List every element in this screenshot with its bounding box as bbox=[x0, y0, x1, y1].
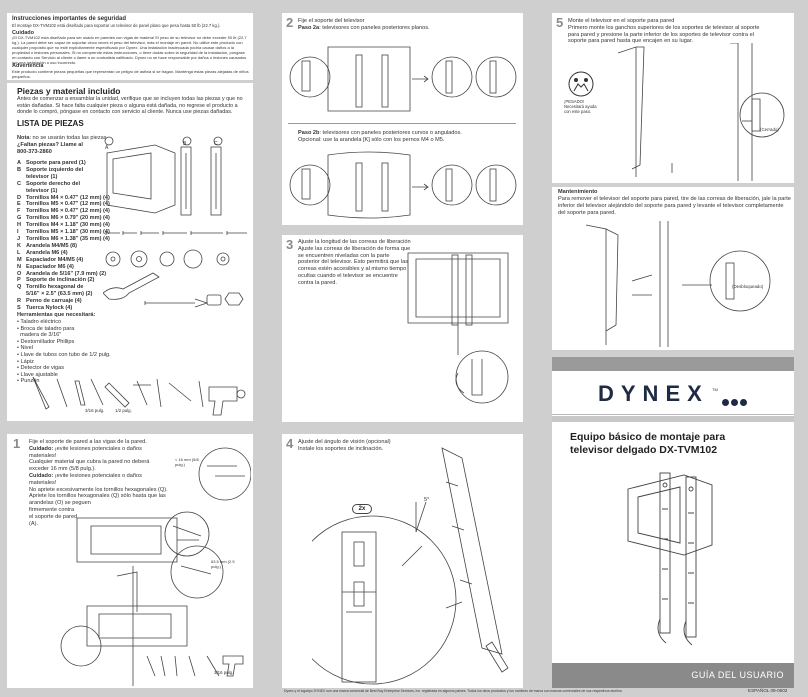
list-item: • Broca de taladro para bbox=[17, 325, 75, 332]
step2-number: 2 bbox=[286, 15, 294, 30]
svg-text:B: B bbox=[183, 141, 187, 147]
parts-list-title: LISTA DE PIEZAS bbox=[17, 119, 84, 128]
maintenance-panel bbox=[552, 187, 794, 350]
step3-line: Ajuste la longitud de las correas de liberación bbox=[298, 239, 411, 245]
step2-divider bbox=[288, 123, 516, 124]
safety-line: El montaje DX-TVM102 está diseñado para soportar un televisor de panel plano que pesa hasta 50 lb (22.7 kg.). bbox=[12, 23, 221, 28]
maintenance-line: del soporte para pared. bbox=[558, 209, 616, 216]
step1-line: (A). bbox=[29, 520, 39, 527]
step5-illustration bbox=[612, 43, 792, 181]
brand-dots bbox=[722, 393, 747, 411]
safety-panel bbox=[7, 13, 253, 80]
list-item: C Soporte derecho del bbox=[17, 180, 81, 187]
step4-panel bbox=[282, 434, 523, 688]
step1-label-drill: 3/16 pulg. bbox=[214, 670, 234, 675]
list-item: • Llave de tubos con tubo de 1/2 pulg. bbox=[17, 351, 111, 358]
step3-panel bbox=[282, 235, 523, 422]
parts-illustration bbox=[103, 135, 251, 313]
step1-line: Cuidado: ¡evite lesiones potenciales o daños materiales! bbox=[29, 472, 142, 486]
svg-text:C: C bbox=[214, 141, 218, 147]
step2-panel bbox=[282, 13, 523, 225]
cover-brand-band bbox=[552, 371, 794, 415]
cover-title: Equipo básico de montaje para televisor delgado DX-TVM102 bbox=[570, 431, 726, 456]
step1-label-depth: < 16 mm (5/8 pulg.) bbox=[175, 457, 199, 467]
cover-top-band bbox=[552, 357, 794, 371]
parts-note bbox=[17, 135, 107, 142]
list-item: 5/16" × 2.5" (63.5 mm) (2) bbox=[26, 291, 93, 298]
step5-line: para pared y presione la parte inferior de los soportes de televisor contra el bbox=[568, 31, 754, 38]
step4-title: Ajuste del ángulo de visión (opcional) bbox=[298, 439, 391, 445]
list-item: M Espaciador M4/M5 (4) bbox=[17, 256, 84, 263]
heavy-warning-icon bbox=[568, 71, 594, 97]
maintenance-line: inferior del televisor alejándolo del soporte para pared y levante el televisor completamente bbox=[558, 202, 784, 209]
step1-line: Apriete los tornillos hexagonales (Q) sólo hasta que las bbox=[29, 493, 166, 500]
step3-illustration bbox=[402, 245, 520, 419]
parts-panel bbox=[7, 83, 253, 421]
tools-title: Herramientas que necesitará: bbox=[17, 312, 96, 318]
list-item: B Soporte izquierdo del bbox=[17, 166, 84, 173]
footer-right: ESPAÑOL 09-0602 bbox=[748, 688, 788, 693]
step1-line: No apriete excesivamente los tornillos hexagonales (Q). bbox=[29, 486, 168, 493]
note-label: Nota bbox=[17, 135, 30, 141]
footer-left: Dynex y el logotipo DYNEX son una marca comercial de Best Buy Enterprise Services, Inc. registrada en algunos países. Todos los otros productos y los nombres de marca son marcas comerciales de sus respectivos dueños. bbox=[284, 689, 623, 693]
maintenance-title: Mantenimiento bbox=[558, 189, 598, 195]
list-item: televisor (1) bbox=[26, 187, 58, 194]
list-item: Q Tornillo hexagonal de bbox=[17, 284, 84, 291]
tool-label-drill: 3/16 pulg. bbox=[85, 408, 105, 413]
list-item: P Soporte de inclinación (2) bbox=[17, 277, 95, 284]
safety-title: Instrucciones importantes de seguridad bbox=[12, 16, 127, 22]
step1-line: exceder 16 mm (5/8 pulg.). bbox=[29, 466, 96, 473]
step4-count-badge: 2x bbox=[352, 504, 372, 514]
warning-text: Este producto contiene piezas pequeñas que representan un peligro de asfixia si se tragan. Manténga estas piezas alejadas de niños pequeños. bbox=[12, 69, 249, 79]
list-item: S Tuerca Nylock (4) bbox=[17, 305, 73, 312]
heavy-warning-text: ¡PESADO! Necesitará ayuda con este paso. bbox=[564, 99, 597, 114]
list-item: L Arandela M6 (4) bbox=[17, 249, 68, 256]
step5-line: Monte el televisor en el soporte para pared bbox=[568, 18, 675, 24]
list-item: E Tornillos M5 × 0.47" (12 mm) (4) bbox=[17, 201, 110, 208]
step1-label-length: 63.5 mm (2.5 pulg.) bbox=[211, 559, 235, 569]
step2b-illustration bbox=[288, 147, 520, 223]
phone-number: 800-373-2860 bbox=[17, 149, 52, 155]
caution-title: Cuidado bbox=[12, 30, 34, 36]
step1-line: Fije el soporte de pared a las vigas de la pared. bbox=[29, 439, 147, 445]
step5-panel bbox=[552, 13, 794, 183]
step1-panel bbox=[7, 434, 253, 688]
list-item: J Tornillos M6 × 1.38" (35 mm) (4) bbox=[17, 235, 110, 242]
tools-illustration bbox=[29, 373, 251, 419]
missing-parts: ¿Faltan piezas? Llame al bbox=[17, 142, 83, 148]
cover-gray-band bbox=[552, 416, 794, 422]
list-item: televisor (1) bbox=[26, 173, 58, 180]
unlocked-label: (Desbloqueado) bbox=[732, 284, 764, 289]
step2a-illustration bbox=[288, 37, 520, 121]
parts-title: Piezas y material incluido bbox=[17, 86, 121, 96]
list-item: R Perno de carruaje (4) bbox=[17, 298, 82, 305]
list-item: A Soporte para pared (1) bbox=[17, 160, 86, 166]
step3-line: Ajuste las correas de liberación de forma que bbox=[298, 245, 411, 252]
brand-logo: DYNEX bbox=[598, 381, 709, 406]
svg-text:A: A bbox=[105, 145, 109, 151]
step1-line: Cualquier material que cubra la pared no deberá bbox=[29, 459, 150, 466]
list-item: • Destornillador Phillips bbox=[17, 338, 75, 345]
step3-line: se encuentren niveladas con la parte bbox=[298, 252, 390, 259]
step1-line: firmemente contra bbox=[29, 506, 75, 513]
step4-angle: 5° bbox=[424, 497, 430, 503]
list-item: • Detector de vigas bbox=[17, 365, 65, 372]
maintenance-text bbox=[558, 196, 792, 216]
step5-text bbox=[568, 18, 790, 45]
guide-band bbox=[552, 663, 794, 688]
tool-label-socket: 1/2 pulg. bbox=[115, 408, 132, 413]
step4-number: 4 bbox=[286, 436, 294, 451]
step1-line: arandelas (O) se peguen bbox=[29, 500, 91, 507]
list-item: • Lápiz bbox=[17, 358, 34, 365]
list-item: • Taladro eléctrico bbox=[17, 319, 62, 325]
list-item: K Arandela M4/M5 (8) bbox=[17, 242, 77, 249]
step3-number: 3 bbox=[286, 237, 294, 252]
step2-title: Fije el soporte del televisor bbox=[298, 18, 365, 24]
step3-line: correas estén accesibles y al mismo tiempo bbox=[298, 266, 407, 273]
step4-subtitle: Instale los soportes de inclinación. bbox=[298, 446, 384, 452]
list-item: F Tornillos M6 × 0.47" (12 mm) (4) bbox=[17, 208, 110, 215]
list-item: I Tornillos M5 × 1.18" (30 mm) (4) bbox=[17, 229, 110, 236]
note-text: : no se usarán todas las piezas bbox=[29, 135, 107, 141]
list-item: G Tornillos M6 × 0.79" (20 mm) (4) bbox=[17, 215, 110, 222]
step1-line: el soporte de pared bbox=[29, 513, 78, 520]
step5-line: Primero monte los ganchos superiores de los soportes de televisor al soporte bbox=[568, 24, 760, 31]
step1-number: 1 bbox=[13, 436, 21, 451]
step3-line: ocultas cuando el televisor se encuentre bbox=[298, 272, 398, 279]
step5-number: 5 bbox=[556, 15, 564, 30]
caution-text: ¡El DX-TVM102 está diseñado para ser usado en paredes con vigas de madera! El peso de su televisor no debe exceder 50 lb (22.7 kg.). La pared debe ser capaz de soportar cinco veces el peso del televisor, más el montaje en pared. No utilice este producto con cualquier propósito que no esté explícitamente especificado por Dynex. Una instalación inadecuada podría causar daños a la propiedad o lesiones personales. Si no comprende estas instrucciones, o tiene dudas sobre la seguridad de la instalación, póngase en contacto con Servicio al cliente o llame a un contratista calificado. Dynex no se hace responsable por daños o lesiones causados por una instalación o uso incorrecto. bbox=[12, 35, 247, 65]
warning-title: Advertencia bbox=[12, 63, 44, 69]
list-item: • Llave ajustable bbox=[17, 371, 58, 378]
step3-line: contra la pared. bbox=[298, 279, 337, 286]
locked-label: (Cerrado) bbox=[760, 127, 779, 132]
step3-line: posterior del televisor. Esto permitirá que las bbox=[298, 259, 409, 266]
step2b-text: Paso 2b: televisores con paneles posteriores curvos o angulados. bbox=[298, 130, 462, 136]
step1-line: Cuidado: ¡evite lesiones potenciales o daños materiales! bbox=[29, 445, 142, 459]
guide-label: GUÍA DEL USUARIO bbox=[691, 670, 784, 680]
step2b-optional: Opcional: use la arandela [K] sólo con los pernos M4 o M5. bbox=[298, 137, 445, 143]
list-item: D Tornillos M4 × 0.47" (12 mm) (4) bbox=[17, 194, 110, 201]
step2a-text: Paso 2a: televisores con paneles posteriores planos. bbox=[298, 25, 430, 31]
list-item: madera de 3/16" bbox=[20, 332, 62, 339]
parts-intro: Antes de comenzar a ensamblar la unidad, verifique que se incluyen todas las piezas y que no están dañadas. Si hace falta cualquier pieza o alguna está dañada, no regrese el producto a donde lo compró, póngase en contacto con servicio al cliente. Nunca use piezas dañadas. bbox=[17, 96, 243, 116]
cover-panel bbox=[552, 357, 794, 688]
list-item: N Espaciador M6 (4) bbox=[17, 263, 74, 270]
brand-tm: TM bbox=[712, 387, 718, 392]
maintenance-line: Para remover el televisor del soporte para pared, tire de las correas de liberación, jale la parte bbox=[558, 196, 791, 202]
list-item: • Punzón bbox=[17, 378, 40, 385]
list-item: H Tornillos M4 × 1.18" (30 mm) (4) bbox=[17, 222, 110, 229]
step5-line: soporte para pared hasta que encajen en su lugar. bbox=[568, 38, 694, 45]
list-item: O Arandela de 5/16" (7.9 mm) (2) bbox=[17, 270, 107, 277]
list-item: • Nivel bbox=[17, 345, 33, 352]
product-illustration bbox=[616, 469, 726, 649]
step4-illustration bbox=[312, 442, 522, 686]
parts-list bbox=[17, 160, 110, 312]
